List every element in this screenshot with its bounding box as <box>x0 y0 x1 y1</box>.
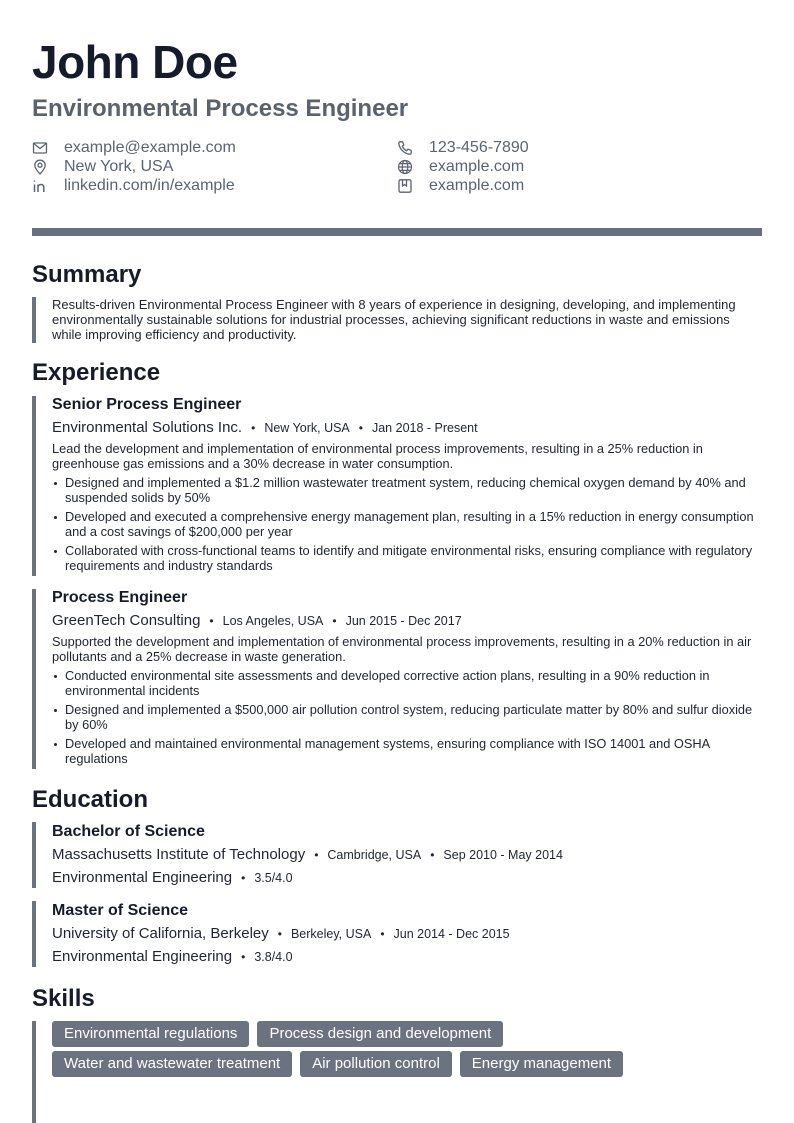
skills-bar <box>32 1021 36 1123</box>
gpa: 3.8/4.0 <box>254 950 293 964</box>
school-location: Berkeley, USA <box>290 927 372 941</box>
separator-dot: • <box>380 927 385 941</box>
skills-list <box>52 1021 702 1081</box>
skill-tag: Water and wastewater treatment <box>52 1051 292 1077</box>
gpa: 3.5/4.0 <box>254 871 293 885</box>
separator-dot: • <box>430 848 435 862</box>
candidate-role: Environmental Process Engineer <box>32 95 409 122</box>
summary-text: Results-driven Environmental Process Engineer with 8 years of experience in designing, developing, and implementing environmentally sustainable solutions for industrial processes, achieving significant reductions in waste and emissions while improving efficiency and productivity. <box>52 297 736 342</box>
school-dates: Sep 2010 - May 2014 <box>443 848 563 862</box>
degree-title: Master of Science <box>52 902 189 919</box>
education-bar <box>32 822 36 888</box>
location-text: New York, USA <box>64 157 174 175</box>
job-dates: Jun 2015 - Dec 2017 <box>345 614 462 628</box>
contact-location <box>32 157 173 176</box>
job-meta <box>52 418 762 438</box>
skill-tag: Air pollution control <box>300 1051 452 1077</box>
job-title: Senior Process Engineer <box>52 396 242 413</box>
list-item: Developed and maintained environmental management systems, ensuring compliance with ISO 14001 and OSHA regulations <box>52 736 762 766</box>
education-field-meta <box>52 868 762 888</box>
bookmark-icon <box>397 178 413 194</box>
summary-heading: Summary <box>32 261 142 288</box>
skills-block <box>52 1021 762 1081</box>
website-text: example.com <box>429 157 525 175</box>
portfolio-text: example.com <box>429 176 525 194</box>
mail-icon <box>32 140 48 156</box>
list-item: Designed and implemented a $500,000 air pollution control system, reducing particulate matter by 80% and sulfur dioxide by 60% <box>52 702 762 732</box>
phone-text: 123-456-7890 <box>429 138 529 156</box>
contact-email[interactable] <box>32 138 236 157</box>
field-of-study: Environmental Engineering <box>52 869 233 886</box>
email-text: example@example.com <box>64 138 236 156</box>
education-heading: Education <box>32 786 149 813</box>
list-item: Developed and executed a comprehensive energy management plan, resulting in a 15% reduction in energy consumption and a cost savings of $200,000 per year <box>52 509 762 539</box>
job-description: Lead the development and implementation of environmental process improvements, resulting in a 25% reduction in greenhouse gas emissions and a 30% decrease in water consumption. <box>52 441 703 471</box>
summary-block <box>52 297 762 342</box>
linkedin-text: linkedin.com/in/example <box>64 176 235 194</box>
job-location: Los Angeles, USA <box>222 614 324 628</box>
education-meta <box>52 924 762 944</box>
skill-tag: Environmental regulations <box>52 1021 249 1047</box>
job-bar <box>32 589 36 769</box>
education-field-meta <box>52 947 762 967</box>
job-title: Process Engineer <box>52 589 188 606</box>
job-bar <box>32 396 36 576</box>
list-item: Conducted environmental site assessments and developed corrective action plans, resulting in a 90% reduction in environmental incidents <box>52 668 762 698</box>
job-achievements <box>52 668 762 766</box>
separator-dot: • <box>241 871 246 885</box>
contact-linkedin[interactable] <box>32 176 235 195</box>
phone-icon <box>397 140 413 156</box>
linkedin-icon <box>32 178 48 194</box>
job-company: Environmental Solutions Inc. <box>52 419 243 436</box>
separator-dot: • <box>241 950 246 964</box>
job-location: New York, USA <box>264 421 350 435</box>
header-divider <box>32 228 762 236</box>
field-of-study: Environmental Engineering <box>52 948 233 965</box>
education-meta <box>52 845 762 865</box>
separator-dot: • <box>251 421 256 435</box>
list-item: Collaborated with cross-functional teams to identify and mitigate environmental risks, ensuring compliance with regulatory requirements and industry standards <box>52 543 762 573</box>
job-dates: Jan 2018 - Present <box>371 421 478 435</box>
school-name: University of California, Berkeley <box>52 925 269 942</box>
contact-website[interactable] <box>397 157 524 176</box>
skill-tag: Process design and development <box>257 1021 503 1047</box>
degree-title: Bachelor of Science <box>52 823 205 840</box>
summary-bar <box>32 297 36 343</box>
contact-phone[interactable] <box>397 138 529 157</box>
separator-dot: • <box>358 421 363 435</box>
job-description: Supported the development and implementation of environmental process improvements, resulting in a 20% reduction in air pollutants and a 25% decrease in waste generation. <box>52 634 752 664</box>
education-entry <box>52 822 762 888</box>
location-pin-icon <box>32 159 48 175</box>
job-achievements <box>52 475 762 573</box>
contact-portfolio[interactable] <box>397 176 524 195</box>
school-name: Massachusetts Institute of Technology <box>52 846 306 863</box>
job-entry <box>52 395 762 577</box>
job-company: GreenTech Consulting <box>52 612 201 629</box>
education-entry <box>52 901 762 967</box>
globe-icon <box>397 159 413 175</box>
school-location: Cambridge, USA <box>327 848 422 862</box>
separator-dot: • <box>314 848 319 862</box>
separator-dot: • <box>209 614 214 628</box>
experience-heading: Experience <box>32 359 161 386</box>
job-entry <box>52 588 762 770</box>
separator-dot: • <box>277 927 282 941</box>
school-dates: Jun 2014 - Dec 2015 <box>393 927 510 941</box>
separator-dot: • <box>332 614 337 628</box>
skills-heading: Skills <box>32 985 95 1012</box>
candidate-name: John Doe <box>32 36 238 88</box>
education-bar <box>32 901 36 967</box>
skill-tag: Energy management <box>460 1051 623 1077</box>
job-meta <box>52 611 762 631</box>
list-item: Designed and implemented a $1.2 million wastewater treatment system, reducing chemical oxygen demand by 40% and suspended solids by 50% <box>52 475 762 505</box>
